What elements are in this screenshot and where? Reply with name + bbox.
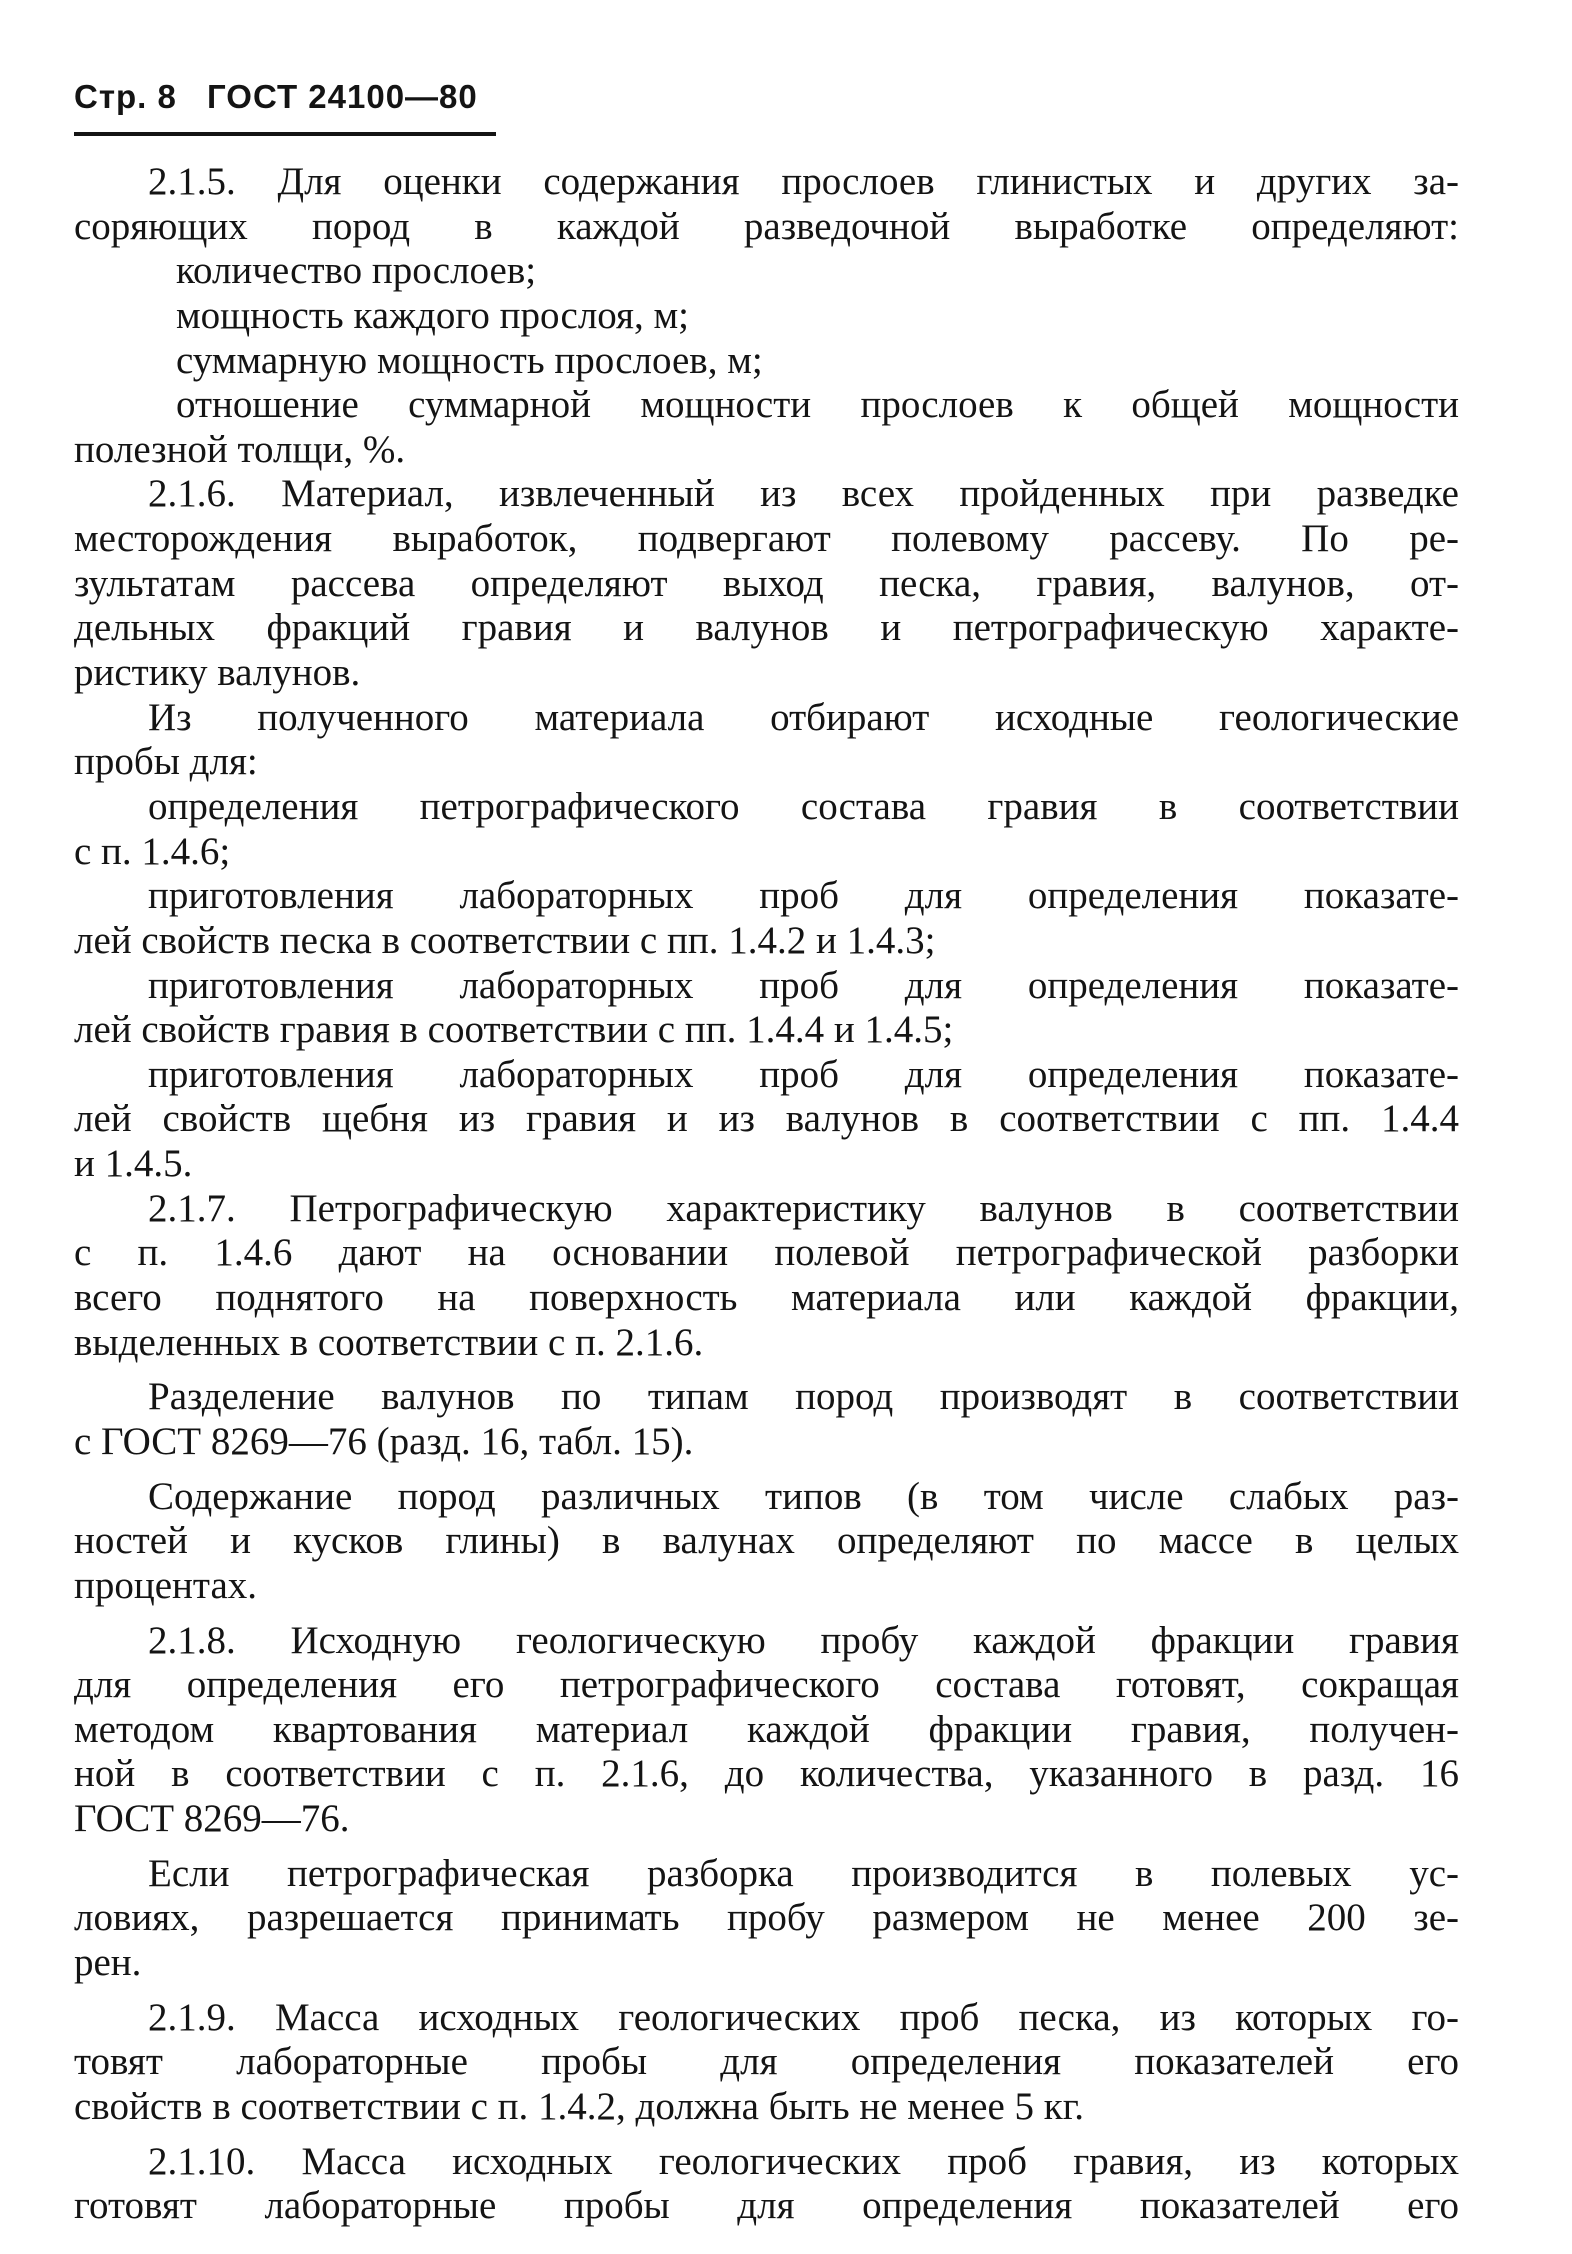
text-line: 2.1.6. Материал, извлеченный из всех пройденных при разведке xyxy=(148,472,1459,516)
text-line: с п. 1.4.6 дают на основании полевой петрографической разборки xyxy=(74,1231,1459,1275)
text-line: отношение суммарной мощности прослоев к общей мощности xyxy=(176,383,1459,427)
text-line: 2.1.9. Масса исходных геологических проб песка, из которых го- xyxy=(148,1995,1459,2039)
text-line: 2.1.5. Для оценки содержания прослоев глинистых и других за- xyxy=(148,160,1459,203)
text-line: месторождения выработок, подвергают полевому рассеву. По ре- xyxy=(74,517,1459,561)
text-line: дельных фракций гравия и валунов и петрографическую характе- xyxy=(74,606,1459,650)
text-line: полезной толщи, %. xyxy=(74,427,406,471)
text-line: приготовления лабораторных проб для определения показате- xyxy=(148,1052,1459,1096)
text-line: лей свойств гравия в соответствии с пп. 1.4.4 и 1.4.5; xyxy=(74,1008,954,1052)
standard-code: ГОСТ 24100—80 xyxy=(207,78,478,115)
page-header xyxy=(74,78,478,116)
header-rule xyxy=(74,132,496,136)
text-line: процентах. xyxy=(74,1563,258,1607)
text-line: Содержание пород различных типов (в том числе слабых раз- xyxy=(148,1474,1459,1518)
text-line: готовят лабораторные пробы для определения показателей его xyxy=(74,2184,1459,2228)
text-line: соряющих пород в каждой разведочной выработке определяют: xyxy=(74,204,1459,248)
text-line: товят лабораторные пробы для определения показателей его xyxy=(74,2040,1459,2084)
text-line: лей свойств щебня из гравия и из валунов в соответствии с пп. 1.4.4 xyxy=(74,1097,1459,1141)
text-line: лей свойств песка в соответствии с пп. 1.4.2 и 1.4.3; xyxy=(74,918,936,962)
text-line: с п. 1.4.6; xyxy=(74,829,231,873)
text-line: Из полученного материала отбирают исходные геологические xyxy=(148,695,1459,739)
text-line: мощность каждого прослоя, м; xyxy=(176,293,689,337)
text-line: и 1.4.5. xyxy=(74,1142,193,1186)
text-line: всего поднятого на поверхность материала или каждой фракции, xyxy=(74,1276,1459,1320)
text-line: 2.1.10. Масса исходных геологических проб гравия, из которых xyxy=(148,2139,1459,2183)
body-text xyxy=(74,160,1459,2229)
text-line: 2.1.8. Исходную геологическую пробу каждой фракции гравия xyxy=(148,1618,1459,1662)
text-line: с ГОСТ 8269—76 (разд. 16, табл. 15). xyxy=(74,1419,694,1463)
text-line: приготовления лабораторных проб для определения показате- xyxy=(148,963,1459,1007)
text-line: выделенных в соответствии с п. 2.1.6. xyxy=(74,1320,704,1364)
text-line: 2.1.7. Петрографическую характеристику валунов в соответствии xyxy=(148,1186,1459,1230)
text-line: определения петрографического состава гравия в соответствии xyxy=(148,784,1459,828)
text-line: ностей и кусков глины) в валунах определяют по массе в целых xyxy=(74,1519,1459,1563)
text-line: приготовления лабораторных проб для определения показате- xyxy=(148,874,1459,918)
text-line: ристику валунов. xyxy=(74,651,361,695)
text-line: для определения его петрографического состава готовят, сокращая xyxy=(74,1663,1459,1707)
text-line: пробы для: xyxy=(74,740,258,784)
text-line: рен. xyxy=(74,1940,142,1984)
text-line: количество прослоев; xyxy=(176,249,537,293)
text-line: ловиях, разрешается принимать пробу размером не менее 200 зе- xyxy=(74,1896,1459,1940)
text-line: свойств в соответствии с п. 1.4.2, должна быть не менее 5 кг. xyxy=(74,2084,1085,2128)
text-line: Если петрографическая разборка производится в полевых ус- xyxy=(148,1851,1459,1895)
text-line: суммарную мощность прослоев, м; xyxy=(176,338,763,382)
text-line: зультатам рассева определяют выход песка, гравия, валунов, от- xyxy=(74,561,1459,605)
text-line: ГОСТ 8269—76. xyxy=(74,1797,350,1841)
text-line: ной в соответствии с п. 2.1.6, до количества, указанного в разд. 16 xyxy=(74,1752,1459,1796)
text-line: Разделение валунов по типам пород производят в соответствии xyxy=(148,1375,1459,1419)
text-line: методом квартования материал каждой фракции гравия, получен- xyxy=(74,1707,1459,1751)
page-number: Стр. 8 xyxy=(74,78,177,115)
